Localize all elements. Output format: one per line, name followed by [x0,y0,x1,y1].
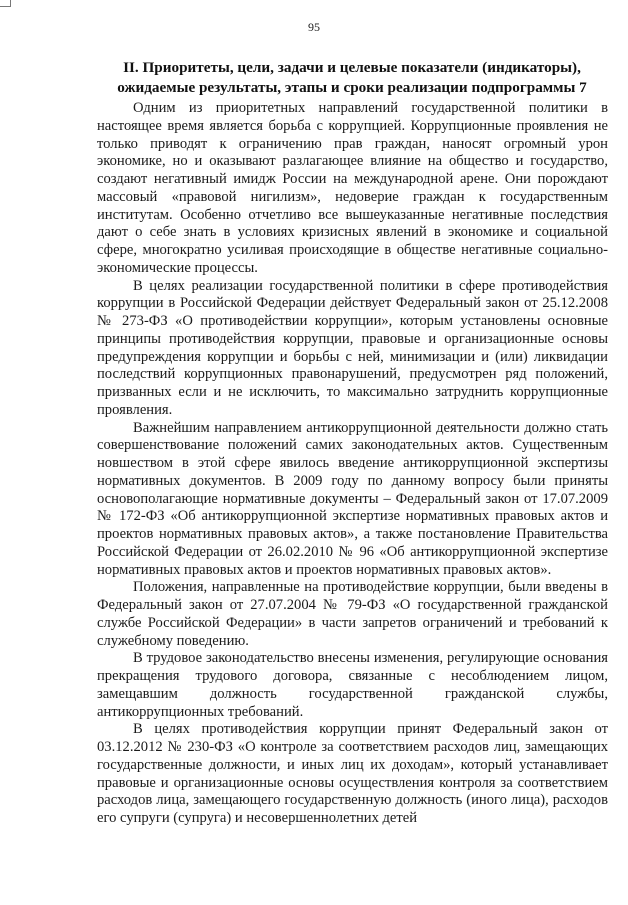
scan-corner-mark [0,0,11,7]
page-number: 95 [308,20,320,34]
document-body [97,100,608,828]
paragraph-4: Положения, направленные на противодействие коррупции, были введены в Федеральный закон от 27.07.2004 № 79-ФЗ «О государственной гражданской службе Российской Федерации» в части запретов ограничений и требований к служебному поведению. [97,579,608,649]
paragraph-2: В целях реализации государственной политики в сфере противодействия коррупции в Российской Федерации действует Федеральный закон от 25.12.2008 № 273-ФЗ «О противодействии коррупции», которым установлены основные принципы противодействия коррупции, правовые и организационные основы предупреждения коррупции и борьбы с ней, минимизации и (или) ликвидации последствий коррупционных правонарушений, предусмотрен ряд положений, призванных если и не исключить, то максимально затруднить коррупционные проявления. [97,277,608,418]
section-heading: II. Приоритеты, цели, задачи и целевые показатели (индикаторы), ожидаемые результаты, этапы и сроки реализации подпрограммы 7 [117,59,587,96]
paragraph-6: В целях противодействия коррупции принят Федеральный закон от 03.12.2012 № 230-ФЗ «О контроле за соответствием расходов лиц, замещающих государственные должности, и иных лиц их доходам», который устанавливает правовые и организационные основы осуществления контроля за соответствием расходов лица, замещающего государственную должность (иного лица), расходов его супруги (супруга) и несовершеннолетних детей [97,721,608,826]
paragraph-5: В трудовое законодательство внесены изменения, регулирующие основания прекращения трудового договора, связанные с несоблюдением лицом, замещавшим должность государственной гражданской службы, антикоррупционных требований. [97,650,608,720]
paragraph-3: Важнейшим направлением антикоррупционной деятельности должно стать совершенствование положений самих законодательных актов. Существенным новшеством в этой сфере явилось введение антикоррупционной экспертизы нормативных документов. В 2009 году по данному вопросу были приняты основополагающие нормативные документы – Федеральный закон от 17.07.2009 № 172-ФЗ «Об антикоррупционной экспертизе нормативных правовых актов и проектов нормативных правовых актов», а также постановление Правительства Российской Федерации от 26.02.2010 № 96 «Об антикоррупционной экспертизе нормативных правовых актов и проектов нормативных правовых актов». [97,419,608,578]
paragraph-1: Одним из приоритетных направлений государственной политики в настоящее время является борьба с коррупцией. Коррупционные проявления не только приводят к ограничению прав граждан, наносят огромный урон экономике, но и оказывают разлагающее влияние на общество и государство, создают негативный имидж России на международной арене. Они порождают массовый «правовой нигилизм», недоверие граждан к государственным институтам. Особенно отчетливо все вышеуказанные негативные последствия дают о себе знать в условиях кризисных явлений в экономике и социальной сфере, многократно усиливая происходящие в обществе негативные социально-экономические процессы. [97,100,608,276]
